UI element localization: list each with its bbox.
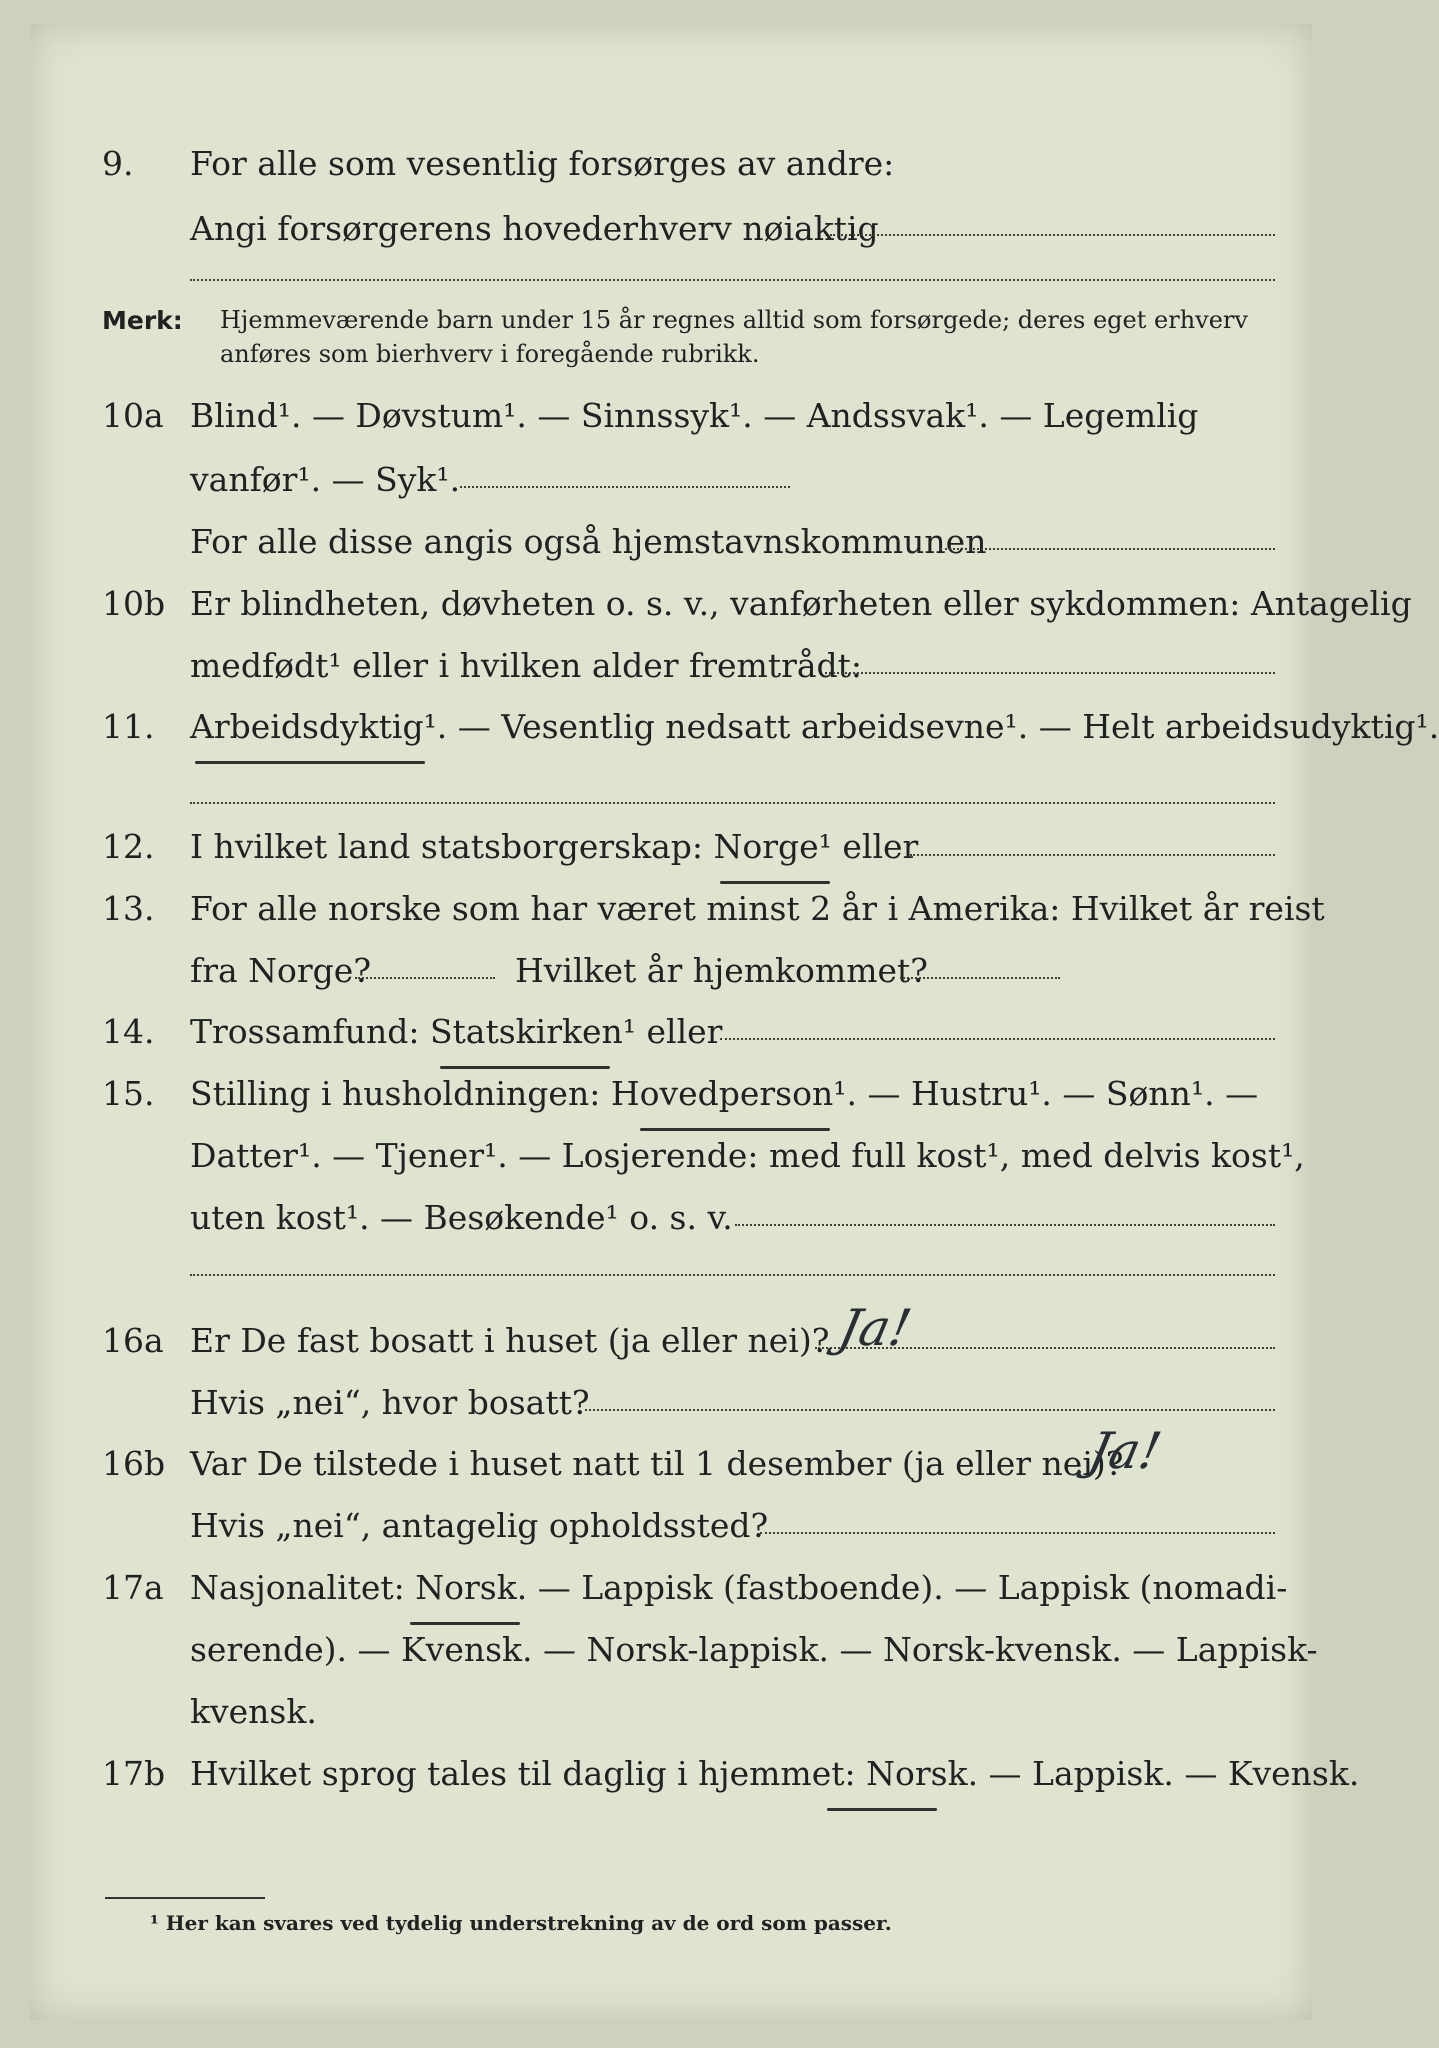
question-text: serende). — Kvensk. — Norsk-lappisk. — Norsk-kvensk. — Lappisk- xyxy=(190,1630,1318,1669)
answer-line xyxy=(940,548,1275,550)
selection-underline xyxy=(440,1066,610,1069)
question-number: 10a xyxy=(102,396,164,435)
question-number: 14. xyxy=(102,1012,155,1051)
selection-underline xyxy=(720,881,830,884)
selection-underline xyxy=(195,761,425,764)
footnote-rule xyxy=(105,1897,265,1899)
question-text: I hvilket land statsborgerskap: Norge¹ eller xyxy=(190,827,919,866)
handwritten-answer: Ja! xyxy=(1083,1422,1167,1480)
answer-line xyxy=(830,234,1275,236)
answer-line xyxy=(355,977,495,979)
question-number: 16a xyxy=(102,1321,164,1360)
question-text: For alle norske som har været minst 2 år i Amerika: Hvilket år reist xyxy=(190,889,1325,928)
answer-line xyxy=(190,279,1275,281)
question-number: 12. xyxy=(102,827,155,866)
question-text: kvensk. xyxy=(190,1692,317,1731)
question-text: fra Norge? xyxy=(190,951,372,990)
footnote: ¹ Her kan svares ved tydelig understrekning av de ord som passer. xyxy=(150,1911,892,1935)
question-text: Stilling i husholdningen: Hovedperson¹. — Hustru¹. — Sønn¹. — xyxy=(190,1074,1259,1113)
answer-line xyxy=(910,854,1275,856)
answer-line xyxy=(825,672,1275,674)
question-number: 17a xyxy=(102,1568,164,1607)
note-text: anføres som bierhverv i foregående rubrikk. xyxy=(220,340,760,368)
answer-line xyxy=(900,977,1060,979)
answer-line xyxy=(585,1409,1275,1411)
question-text: Hvis „nei“, antagelig opholdssted? xyxy=(190,1506,769,1545)
question-text: medfødt¹ eller i hvilken alder fremtrådt: xyxy=(190,646,863,685)
question-text: Blind¹. — Døvstum¹. — Sinnssyk¹. — Andssvak¹. — Legemlig xyxy=(190,396,1199,435)
question-text: uten kost¹. — Besøkende¹ o. s. v. xyxy=(190,1198,733,1237)
selection-underline xyxy=(640,1128,830,1131)
question-number: 16b xyxy=(102,1444,166,1483)
note-text: Hjemmeværende barn under 15 år regnes alltid som forsørgede; deres eget erhverv xyxy=(220,306,1248,334)
answer-line xyxy=(760,1532,1275,1534)
question-text: Er blindheten, døvheten o. s. v., vanførheten eller sykdommen: Antagelig xyxy=(190,584,1412,623)
question-text: For alle som vesentlig forsørges av andre: xyxy=(190,144,895,183)
answer-line xyxy=(735,1224,1275,1226)
question-text: Datter¹. — Tjener¹. — Losjerende: med full kost¹, med delvis kost¹, xyxy=(190,1136,1305,1175)
question-number: 9. xyxy=(102,144,134,183)
question-text: Hvilket år hjemkommet? xyxy=(515,951,928,990)
note-label: Merk: xyxy=(102,306,183,335)
question-number: 13. xyxy=(102,889,155,928)
census-form-page xyxy=(30,24,1439,2020)
handwritten-answer: Ja! xyxy=(833,1299,917,1357)
question-text: Trossamfund: Statskirken¹ eller xyxy=(190,1012,723,1051)
question-text: Er De fast bosatt i huset (ja eller nei)? xyxy=(190,1321,830,1360)
question-text: vanfør¹. — Syk¹. xyxy=(190,460,461,499)
question-text: Arbeidsdyktig¹. — Vesentlig nedsatt arbeidsevne¹. — Helt arbeidsudyktig¹. xyxy=(190,707,1439,746)
question-number: 17b xyxy=(102,1754,166,1793)
answer-line xyxy=(190,802,1275,804)
question-text: Nasjonalitet: Norsk. — Lappisk (fastboende). — Lappisk (nomadi- xyxy=(190,1568,1288,1607)
selection-underline xyxy=(827,1808,937,1811)
question-text: For alle disse angis også hjemstavnskommunen xyxy=(190,522,987,561)
answer-line xyxy=(190,1274,1275,1276)
question-text: Var De tilstede i huset natt til 1 desember (ja eller nei)? xyxy=(190,1444,1124,1483)
question-number: 11. xyxy=(102,707,155,746)
selection-underline xyxy=(410,1622,520,1625)
question-number: 15. xyxy=(102,1074,155,1113)
question-text: Hvis „nei“, hvor bosatt? xyxy=(190,1383,590,1422)
question-text: Angi forsørgerens hovederhverv nøiaktig xyxy=(190,209,879,248)
answer-line xyxy=(460,486,790,488)
question-text: Hvilket sprog tales til daglig i hjemmet: Norsk. — Lappisk. — Kvensk. xyxy=(190,1754,1360,1793)
answer-line xyxy=(720,1038,1275,1040)
question-number: 10b xyxy=(102,584,166,623)
